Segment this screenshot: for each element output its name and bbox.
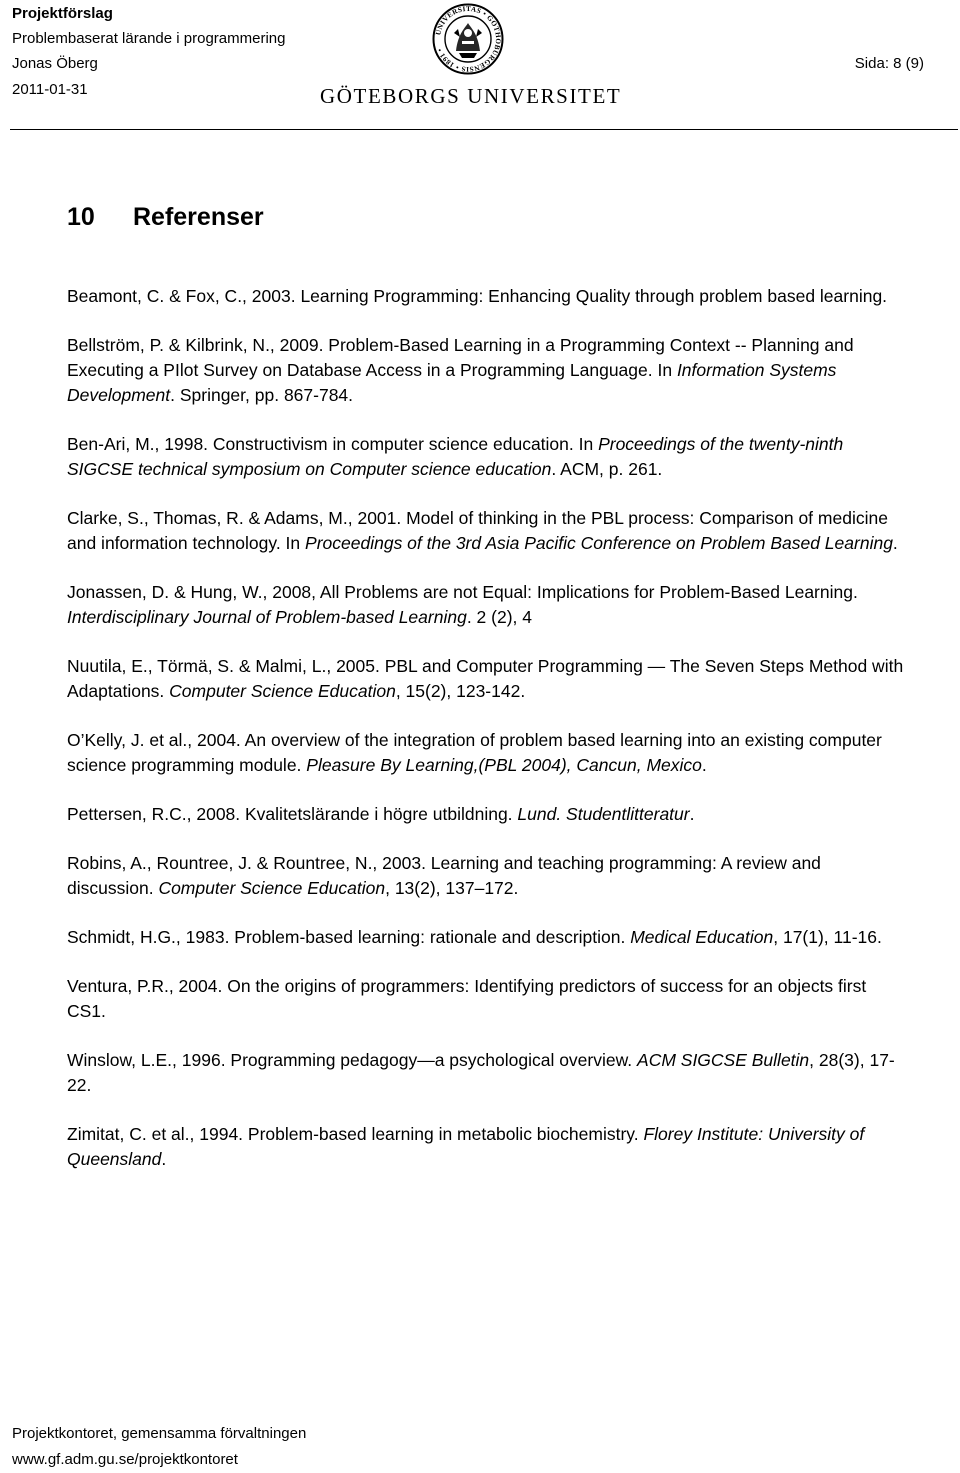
reference-text: Bellström, P. & Kilbrink, N., 2009. Problem-Based Learning in a Programming Context -- Planning and Executing a PIlot Survey on Database Access in a Programming Language. In — [67, 335, 854, 380]
reference-item — [67, 333, 909, 408]
university-name: GÖTEBORGS UNIVERSITET — [320, 84, 622, 108]
reference-text: , 17(1), 11-16. — [773, 927, 882, 947]
reference-source: Proceedings of the twenty-ninth SIGCSE technical symposium on Computer science education — [67, 434, 844, 479]
document-date: 2011-01-31 — [12, 81, 88, 98]
reference-text: Clarke, S., Thomas, R. & Adams, M., 2001. Model of thinking in the PBL process: Comparison of medicine and information technology. In — [67, 508, 888, 553]
reference-text: . — [689, 804, 695, 824]
footer-url[interactable]: www.gf.adm.gu.se/projektkontoret — [12, 1451, 238, 1468]
reference-text: Pettersen, R.C., 2008. Kvalitetslärande i högre utbildning. — [67, 804, 518, 824]
reference-source: Pleasure By Learning,(PBL 2004), Cancun, Mexico — [306, 755, 702, 775]
reference-text: Ventura, P.R., 2004. On the origins of programmers: Identifying predictors of success for an objects first CS1. — [67, 976, 867, 1021]
document-subject: Problembaserat lärande i programmering — [12, 30, 286, 47]
reference-text: . ACM, p. 261. — [551, 459, 663, 479]
reference-text: , 13(2), 137–172. — [385, 878, 519, 898]
reference-item — [67, 432, 909, 482]
reference-text: Robins, A., Rountree, J. & Rountree, N., 2003. Learning and teaching programming: A review and discussion. — [67, 853, 821, 898]
reference-item — [67, 974, 909, 1024]
reference-source: Interdisciplinary Journal of Problem-based Learning — [67, 607, 467, 627]
reference-source: ACM SIGCSE Bulletin — [637, 1050, 810, 1070]
reference-text: Beamont, C. & Fox, C., 2003. Learning Programming: Enhancing Quality through problem based learning. — [67, 286, 888, 306]
reference-text: . 2 (2), 4 — [466, 607, 532, 627]
reference-text: Winslow, L.E., 1996. Programming pedagogy—a psychological overview. — [67, 1050, 638, 1070]
reference-item — [67, 851, 909, 901]
reference-source: Lund. Studentlitteratur — [517, 804, 690, 824]
reference-text: Schmidt, H.G., 1983. Problem-based learning: rationale and description. — [67, 927, 631, 947]
reference-text: Zimitat, C. et al., 1994. Problem-based learning in metabolic biochemistry. — [67, 1124, 644, 1144]
reference-text: Jonassen, D. & Hung, W., 2008, All Problems are not Equal: Implications for Problem-Based Learning. — [67, 582, 858, 602]
reference-item — [67, 1122, 909, 1172]
reference-item — [67, 802, 909, 827]
header-divider — [10, 129, 958, 130]
reference-item — [67, 925, 909, 950]
reference-text: . Springer, pp. 867-784. — [170, 385, 354, 405]
reference-text: Ben-Ari, M., 1998. Constructivism in computer science education. In — [67, 434, 599, 454]
reference-item — [67, 1048, 909, 1098]
document-author: Jonas Öberg — [12, 55, 98, 72]
reference-text: . — [701, 755, 707, 775]
page-number: Sida: 8 (9) — [854, 55, 924, 72]
reference-source: Proceedings of the 3rd Asia Pacific Conference on Problem Based Learning — [305, 533, 893, 553]
reference-text: , 28(3), 17-22. — [67, 1050, 895, 1095]
section-number: 10 — [67, 203, 95, 231]
section-title: Referenser — [133, 203, 264, 231]
footer-office: Projektkontoret, gemensamma förvaltningen — [12, 1425, 307, 1442]
reference-text: . — [892, 533, 898, 553]
reference-list — [67, 284, 909, 1172]
reference-item — [67, 728, 909, 778]
reference-item — [67, 506, 909, 556]
reference-item — [67, 654, 909, 704]
reference-text: O’Kelly, J. et al., 2004. An overview of the integration of problem based learning into an existing computer science programming module. — [67, 730, 882, 775]
reference-source: Florey Institute: University of Queensland — [67, 1124, 865, 1169]
section-heading — [67, 201, 264, 233]
reference-text: Nuutila, E., Törmä, S. & Malmi, L., 2005. PBL and Computer Programming — The Seven Steps Method with Adaptations. — [67, 656, 904, 701]
university-seal-logo — [432, 3, 504, 75]
reference-item — [67, 580, 909, 630]
reference-source: Information Systems Development — [67, 360, 837, 405]
svg-text:UNIVERSITAS • GOTHOBURGENSIS •: UNIVERSITAS • GOTHOBURGENSIS • 1891 • — [434, 4, 503, 74]
reference-source: Computer Science Education — [158, 878, 386, 898]
reference-text: . — [161, 1149, 167, 1169]
reference-text: , 15(2), 123-142. — [395, 681, 526, 701]
reference-source: Medical Education — [630, 927, 774, 947]
reference-source: Computer Science Education — [169, 681, 396, 701]
document-type: Projektförslag — [12, 5, 113, 22]
reference-item — [67, 284, 909, 309]
